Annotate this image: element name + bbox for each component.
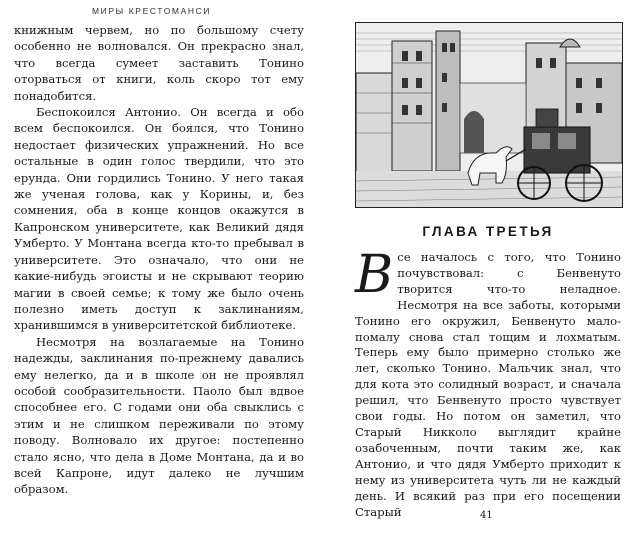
drop-cap: В [355, 245, 394, 305]
left-paragraph-3: Несмотря на возлагаемые на Тонино надежды, заклинания по-прежнему давались ему нелегко, да и в школе он не проявлял особой сообразительности. Паоло был вдвое способнее его. С годами они оба свыклись с этим и не слишком переживали по этому поводу. Волновало их другое: постепенно стало ясно, что дела в Доме Монтана, да и во всей Капроне, идут далеко не лучшим образом. [14, 334, 304, 497]
right-paragraph: се началось с того, что Тонино почувствовал: с Бенвенуто творится что-то неладное. Несмотря на все заботы, которыми Тонино его окружил, Бенвенуто мало-помалу снова стал тощим и лохматым. Теперь ему было примерно столько же лет, сколько Тонино. Мальчик знал, что для кота это солидный возраст, и сначала решил, что Бенвенуто просто чувствует свои годы. Но потом он заметил, что Старый Никколо выглядит крайне озабоченным, почти таким же, как Антонио, и что дядя Умберто приходит к нему из университета чуть ли не каждый день. И всякий раз при его посещении Старый [355, 250, 621, 519]
running-header: МИРЫ КРЕСТОМАНСИ [92, 6, 212, 16]
right-page-text [355, 245, 621, 520]
street-carriage-engraving [356, 23, 622, 207]
chapter-title: ГЛАВА ТРЕТЬЯ [422, 224, 554, 239]
left-page-text [14, 22, 304, 498]
left-paragraph-2: Беспокоился Антонио. Он всегда и обо всем беспокоился. Он боялся, что Тонино недостает физических упражнений. Но все остальные в один голос твердили, что это ерунда. Они гордились Тонино. У него такая же ученая голова, как у Корины, и, без сомнения, оба в конце концов окажутся в Капронском университете, как Великий дядя Умберто. У Монтана всегда кто-то пребывал в университете. Это означало, что они не какие-нибудь эгоисты и не скрывают теорию магии в своей семье; к тому же было очень полезно иметь доступ к заклинаниям, хранившимся в университетской библиотеке. [14, 105, 304, 333]
chapter-illustration [355, 22, 623, 208]
left-paragraph-1: книжным червем, но по большому счету особенно не волновался. Он прекрасно знал, что всегда сумеет заставить Тонино оторваться от книги, коль скоро тот ему понадобится. [14, 23, 304, 103]
page-number: 41 [480, 510, 493, 521]
